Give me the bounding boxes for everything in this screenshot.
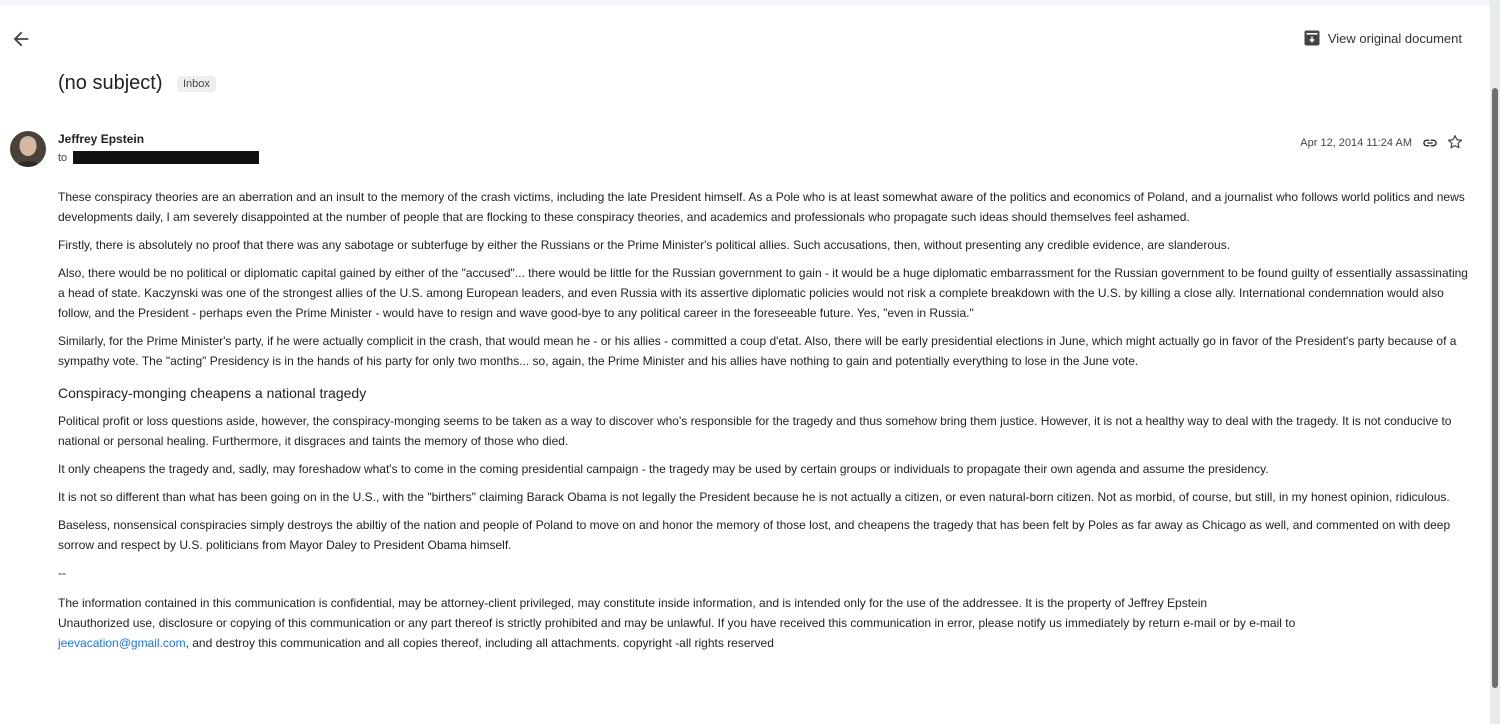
- message-date: Apr 12, 2014 11:24 AM: [1300, 137, 1412, 149]
- to-prefix: to: [58, 151, 68, 164]
- body-paragraph: It only cheapens the tragedy and, sadly, may foreshadow what's to come in the coming presidential campaign - the tragedy may be used by certain groups or individuals to propagate their own agenda and assume the presidency.: [58, 462, 1269, 476]
- message-body: [58, 187, 1468, 653]
- footer-text: , and destroy this communication and all copies thereof, including all attachments. copyright -all rights reserved: [185, 636, 774, 650]
- top-strip: [0, 0, 1490, 6]
- avatar: [10, 131, 46, 167]
- archive-box-icon: [1304, 30, 1320, 46]
- body-paragraph: Baseless, nonsensical conspiracies simply destroys the abiltiy of the nation and people of Poland to move on and honor the memory of those lost, and cheapens the tragedy that has been felt by Poles as far away as Chicago as well, and commented on with deep sorrow and respect by U.S. politicians from Mayor Daley to President Obama himself.: [58, 518, 1451, 552]
- scrollbar[interactable]: [1490, 0, 1500, 724]
- body-paragraph: It is not so different than what has been going on in the U.S., with the "birthers" claiming Barack Obama is not legally the President because he is not actually a citizen, or even natural-born citizen. Not as morbid, of course, but still, in my honest opinion, ridiculous.: [58, 490, 1450, 504]
- signature-separator: --: [58, 566, 66, 580]
- body-paragraph: Similarly, for the Prime Minister's party, if he were actually complicit in the crash, that would mean he - or his allies - committed a coup d'etat. Also, there will be early presidential elections in June, which might actually go in favor of the President's party because of a sympathy vote. The "acting" Presidency is in the hands of his party for only two months... so, again, the Prime Minister and his allies have nothing to gain and potentially everything to lose in the June vote.: [58, 334, 1457, 368]
- body-paragraph: These conspiracy theories are an aberration and an insult to the memory of the crash victims, including the late President himself. As a Pole who is at least somewhat aware of the politics and economics of Poland, and a journalist who follows world politics and news developments daily, I am severely disappointed at the number of people that are flocking to these conspiracy theories, and academics and professionals who propagate such ideas should themselves feel ashamed.: [58, 190, 1465, 224]
- section-heading: Conspiracy-monging cheapens a national tragedy: [58, 385, 367, 401]
- email-subject: (no subject): [58, 72, 163, 94]
- sender-name[interactable]: Jeffrey Epstein: [58, 132, 145, 146]
- footer-email-link[interactable]: jeevacation@gmail.com: [58, 636, 186, 650]
- back-arrow-icon[interactable]: [10, 28, 32, 50]
- recipient-line: [58, 151, 259, 164]
- body-paragraph: Firstly, there is absolutely no proof that there was any sabotage or subterfuge by either the Russians or the Prime Minister's political allies. Such accusations, then, without presenting any credible evidence, are slanderous.: [58, 238, 1231, 252]
- view-original-label: View original document: [1327, 30, 1462, 46]
- scrollbar-thumb[interactable]: [1492, 88, 1498, 688]
- body-paragraph: Also, there would be no political or diplomatic capital gained by either of the "accused"... there would be little for the Russian government to gain - it would be a huge diplomatic embarrassment for the Russian government to be found guilty of essentially assassinating a head of state. Kaczynski was one of the strongest allies of the U.S. among European leaders, and even Russia with its assertive diplomatic policies would not risk a complete breakdown with the U.S. by killing a close ally. International condemnation would also follow, and the President - perhaps even the Prime Minister - would have to resign and wave good-bye to any political career in the foreseeable future. Yes, "even in Russia.": [58, 266, 1468, 320]
- confidentiality-footer: [58, 593, 1468, 653]
- body-paragraph: Political profit or loss questions aside, however, the conspiracy-monging seems to be taken as a way to discover who's responsible for the tragedy and thus somehow bring them justice. However, it is not a healthy way to deal with the tragedy. It is not conducive to national or personal healing. Furthermore, it disgraces and taints the memory of those who died.: [58, 414, 1452, 448]
- link-icon[interactable]: [1422, 135, 1438, 151]
- view-original-button[interactable]: [1304, 30, 1462, 46]
- inbox-label[interactable]: Inbox: [177, 76, 216, 92]
- footer-line: The information contained in this communication is confidential, may be attorney-client privileged, may constitute inside information, and is intended only for the use of the addressee. It is the property of Jeffrey Epstein: [58, 596, 1208, 610]
- footer-text: Unauthorized use, disclosure or copying of this communication or any part thereof is strictly prohibited and may be unlawful. If you have received this communication in error, please notify us immediately by return e-mail or by e-mail to: [58, 616, 1296, 630]
- redacted-recipient: [73, 151, 259, 164]
- star-icon[interactable]: [1446, 133, 1464, 151]
- footer-line: [58, 613, 1468, 653]
